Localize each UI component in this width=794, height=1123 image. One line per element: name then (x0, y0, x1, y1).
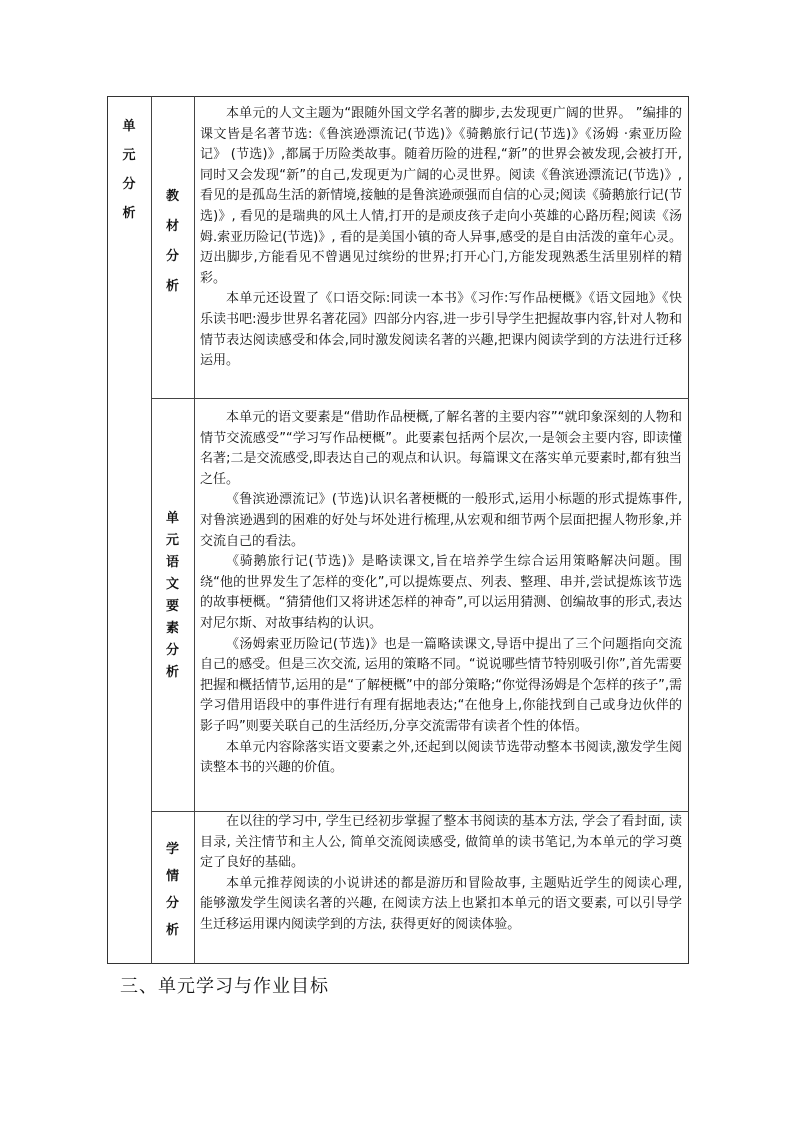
content-paragraph: 《汤姆索亚历险记(节选)》也是一篇略读课文,导语中提出了三个问题指向交流自己的感受。但是三次交流, 运用的策略不同。“说说哪些情节特别吸引你”,首先需要把握和概括情节,运用的是“了解梗概”中的部分策略;“你觉得汤姆是个怎样的孩子”,需学习借用语段中的事件进行有理有据地表达;“在他身上,你能找到自己或身边伙伴的影子吗”则要关联自己的生活经历,分享交流需带有读者个性的体悟。 (200, 636, 682, 734)
label-char: 元 (165, 533, 179, 548)
label-char: 教 (165, 189, 179, 204)
label-char: 分 (165, 896, 179, 911)
label-char: 析 (165, 923, 179, 938)
textbook-analysis-content (200, 104, 682, 372)
learner-analysis-content (200, 812, 682, 936)
row-divider (151, 398, 689, 399)
label-char: 分 (165, 249, 179, 264)
content-paragraph: 本单元的人文主题为“跟随外国文学名著的脚步,去发现更广阔的世界。 ”编排的课文皆是名著节选:《鲁滨逊漂流记(节选)》《骑鹅旅行记(节选)》《汤姆 ·索亚历险记》 (节选)》,都属于历险类故事。随着历险的进程,“新”的世界会被发现,会被打开,同时又会发现“新”的自己,发现更为广阔的心灵世界。阅读《鲁滨逊漂流记(节选)》, 看见的是孤岛生活的新情境,接触的是鲁滨逊顽强而自信的心灵;阅读《骑鹅旅行记(节选)》, 看见的是瑞典的风土人情,打开的是顽皮孩子走向小英雄的心路历程;阅读《汤姆.索亚历险记(节选)》, 看的是美国小镇的奇人异事,感受的是自由活泼的童年心灵。迈出脚步,方能看见不曾遇见过缤纷的世界;打开心门,方能发现熟悉生活里别样的精彩。 (200, 106, 682, 286)
content-paragraph: 《鲁滨逊漂流记》(节选)认识名著梗概的一般形式,运用小标题的形式提炼事件,对鲁滨逊遇到的困难的好处与坏处进行梳理,从宏观和细节两个层面把握人物形象,并交流自己的看法。 (200, 492, 682, 549)
label-char: 单 (165, 511, 179, 526)
label-char: 分 (165, 643, 179, 658)
label-char: 文 (165, 577, 179, 592)
label-char: 单 (122, 119, 136, 134)
label-char: 要 (165, 599, 179, 614)
content-paragraph: 在以往的学习中, 学生已经初步掌握了整本书阅读的基本方法, 学会了看封面, 读目录, 关注情节和主人公, 简单交流阅读感受, 做简单的读书笔记,为本单元的学习奠定了良好的基础。 (200, 814, 682, 871)
label-char: 情 (165, 869, 179, 884)
column-divider (194, 96, 195, 964)
label-char: 素 (165, 621, 179, 636)
label-char: 学 (165, 842, 179, 857)
row-label-learner-analysis (151, 843, 194, 937)
row-label-language-element-analysis (151, 512, 194, 679)
content-paragraph: 本单元推荐阅读的小说讲述的都是游历和冒险故事, 主题贴近学生的阅读心理, 能够激发学生阅读名著的兴趣, 在阅读方法上也紧扣本单元的语文要素, 可以引导学生迁移运用课内阅读学到的方法, 获得更好的阅读体验。 (200, 875, 682, 932)
label-char: 析 (165, 279, 179, 294)
language-element-analysis-content (200, 408, 682, 779)
row-label-textbook-analysis (151, 190, 194, 293)
content-paragraph: 本单元内容除落实语文要素之外,还起到以阅读节选带动整本书阅读,激发学生阅读整本书的兴趣的价值。 (200, 739, 682, 776)
label-char: 语 (165, 555, 179, 570)
section-heading-unit-goals: 三、单元学习与作业目标 (120, 976, 329, 997)
label-char: 分 (122, 177, 136, 192)
label-char: 析 (122, 206, 136, 221)
content-paragraph: 本单元还设置了《口语交际:同读一本书》《习作:写作品梗概》《语文园地》《快乐读书吧:漫步世界名著花园》四部分内容,进一步引导学生把握故事内容,针对人物和情节表达阅读感受和体会,同时激发阅读名著的兴趣,把课内阅读学到的方法进行迁移运用。 (200, 291, 682, 369)
label-char: 元 (122, 148, 136, 163)
label-char: 材 (165, 219, 179, 234)
content-paragraph: 本单元的语文要素是“借助作品梗概,了解名著的主要内容”“就印象深刻的人物和情节交流感受”“学习写作品梗概”。此要素包括两个层次,一是领会主要内容, 即读懂名著;二是交流感受,即表达自己的观点和认识。每篇课文在落实单元要素时,都有独当之任。 (200, 410, 682, 487)
section-label-unit-analysis (107, 120, 151, 220)
label-char: 析 (165, 665, 179, 680)
content-paragraph: 《骑鹅旅行记(节选)》是略读课文,旨在培养学生综合运用策略解决问题。围绕“他的世界发生了怎样的变化”,可以提炼要点、列表、整理、串并,尝试提炼该节选的故事梗概。“猜猜他们又将讲述怎样的神奇”,可以运用猜测、创编故事的形式,表达对尼尔斯、对故事结构的认识。 (200, 554, 682, 631)
